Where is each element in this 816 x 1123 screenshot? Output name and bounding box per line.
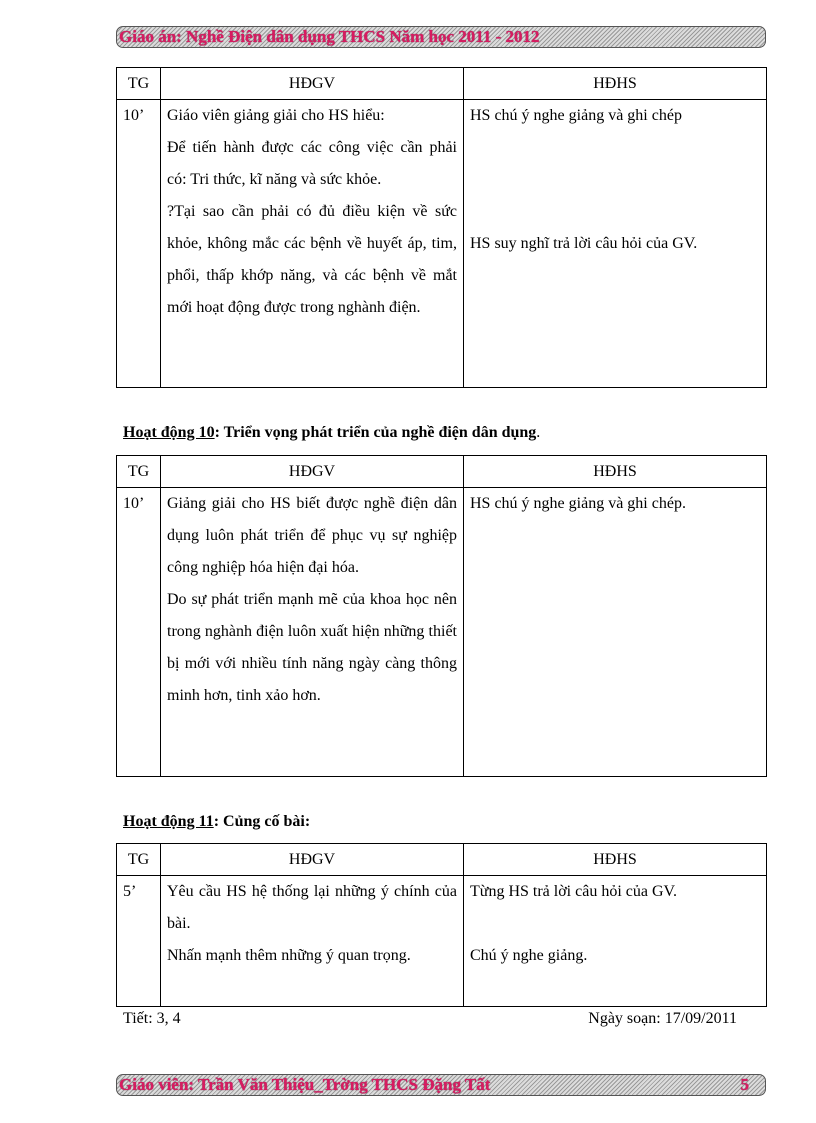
col-hs-header: HĐHS xyxy=(464,456,767,488)
table-header-row xyxy=(117,68,767,100)
table-row xyxy=(117,100,767,388)
activity-10-label: Hoạt động 10 xyxy=(123,424,215,441)
activity-11-title: : Củng cố bài: xyxy=(213,813,311,830)
teacher-line: Giáo viên giảng giải cho HS hiểu: xyxy=(167,107,385,124)
header-banner xyxy=(116,26,766,48)
table-row xyxy=(117,488,767,777)
activity-10-heading xyxy=(123,424,540,442)
activity-10-title: : Triển vọng phát triển của nghề điện dân dụng xyxy=(214,424,537,441)
teacher-activity-cell xyxy=(161,488,464,777)
teacher-line: Yêu cầu HS hệ thống lại những ý chính của bài. xyxy=(167,883,457,932)
col-gv-header: HĐGV xyxy=(161,68,464,100)
lesson-number: Tiết: 3, 4 xyxy=(123,1010,181,1027)
activity-11-label: Hoạt động 11 xyxy=(123,813,214,830)
page-number: 5 xyxy=(740,1075,749,1094)
teacher-activity-cell xyxy=(161,876,464,1007)
col-hs-header: HĐHS xyxy=(464,844,767,876)
activity-10-end: . xyxy=(536,424,541,441)
prepared-date: Ngày soạn: 17/09/2011 xyxy=(588,1010,737,1027)
col-tg-header: TG xyxy=(117,844,161,876)
lesson-table-2 xyxy=(116,455,767,777)
time-cell: 10’ xyxy=(117,100,161,388)
student-line: HS chú ý nghe giảng và ghi chép. xyxy=(470,495,686,512)
lesson-table-3 xyxy=(116,843,767,1007)
student-activity-cell xyxy=(464,876,767,1007)
table-row xyxy=(117,876,767,1007)
student-line: HS chú ý nghe giảng và ghi chép xyxy=(470,107,682,124)
col-gv-header: HĐGV xyxy=(161,844,464,876)
teacher-line: Do sự phát triển mạnh mẽ của khoa học nên trong nghành điện luôn xuất hiện những thiết bị mới với nhiều tính năng ngày càng thông minh hơn, tinh xảo hơn. xyxy=(167,591,457,704)
header-title: Giáo án: Nghề Điện dân dụng THCS Năm học 2011 - 2012 xyxy=(119,27,540,46)
student-line: Từng HS trả lời câu hỏi của GV. xyxy=(470,883,678,900)
footer-banner xyxy=(116,1074,766,1096)
col-hs-header: HĐHS xyxy=(464,68,767,100)
time-cell: 10’ xyxy=(117,488,161,777)
activity-11-heading xyxy=(123,813,310,831)
student-activity-cell xyxy=(464,488,767,777)
student-line: Chú ý nghe giảng. xyxy=(470,947,588,964)
col-tg-header: TG xyxy=(117,456,161,488)
col-gv-header: HĐGV xyxy=(161,456,464,488)
teacher-activity-cell xyxy=(161,100,464,388)
footer-banner-text: Giáo viên: Trần Văn Thiệu_Trờng THCS Đặng Tất xyxy=(119,1075,491,1094)
teacher-line: Giảng giải cho HS biết được nghề điện dân dụng luôn phát triển để phục vụ sự nghiệp công nghiệp hóa hiện đại hóa. xyxy=(167,495,457,576)
student-activity-cell xyxy=(464,100,767,388)
teacher-line: Để tiến hành được các công việc cần phải có: Tri thức, kĩ năng và sức khỏe. xyxy=(167,139,457,188)
lesson-table-1 xyxy=(116,67,767,388)
table-header-row xyxy=(117,456,767,488)
time-cell: 5’ xyxy=(117,876,161,1007)
table-header-row xyxy=(117,844,767,876)
col-tg-header: TG xyxy=(117,68,161,100)
student-line: HS suy nghĩ trả lời câu hỏi của GV. xyxy=(470,235,698,252)
teacher-line: ?Tại sao cần phải có đủ điều kiện về sức khỏe, không mắc các bệnh về huyết áp, tim, phổi, thấp khớp năng, và các bệnh về mắt mới hoạt động được trong nghành điện. xyxy=(167,203,457,316)
lesson-info xyxy=(123,1010,737,1028)
teacher-line: Nhấn mạnh thêm những ý quan trọng. xyxy=(167,947,411,964)
